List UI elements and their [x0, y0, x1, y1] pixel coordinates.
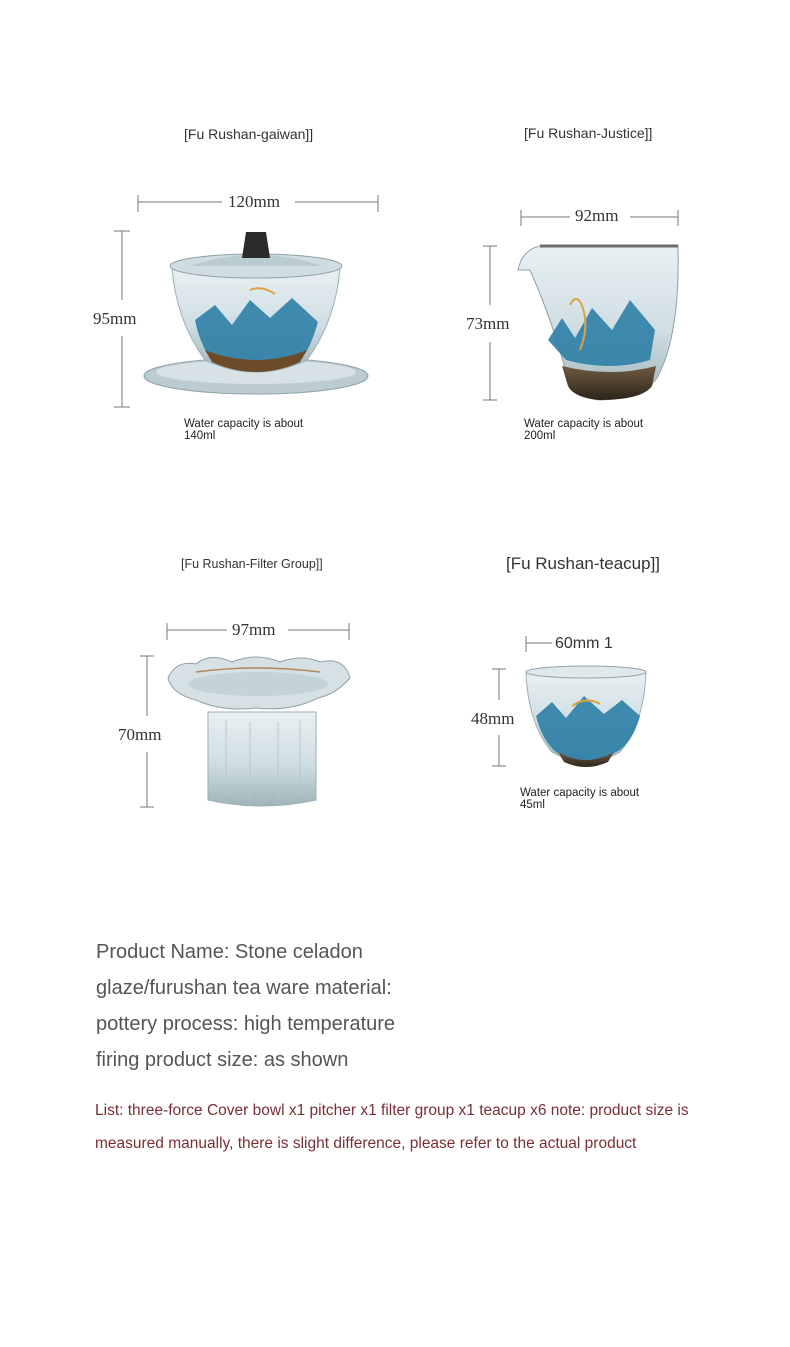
- teacup-capacity-line1: Water capacity is about: [520, 787, 640, 799]
- spec-line-4: firing product size: as shown: [96, 1049, 349, 1071]
- gaiwan-height-label: 95mm: [93, 309, 137, 328]
- spec-line-1: Product Name: Stone celadon: [96, 941, 363, 963]
- justice-height-label: 73mm: [466, 314, 510, 333]
- gaiwan-capacity: [184, 418, 344, 442]
- justice-capacity-line2: 200ml: [524, 430, 556, 442]
- justice-capacity-line1: Water capacity is about: [524, 418, 644, 430]
- justice-width-label: 92mm: [575, 206, 619, 225]
- teacup-capacity: [520, 787, 680, 811]
- gaiwan-capacity-line2: 140ml: [184, 430, 216, 442]
- justice-title: [Fu Rushan-Justice]]: [524, 125, 653, 141]
- spec-line-3: pottery process: high temperature: [96, 1013, 396, 1035]
- gaiwan-image: [144, 232, 368, 394]
- justice-capacity: [524, 418, 684, 442]
- teacup-title: [Fu Rushan-teacup]]: [506, 554, 661, 573]
- justice-image: [518, 246, 678, 400]
- gaiwan-capacity-line1: Water capacity is about: [184, 418, 304, 430]
- filter-width-label: 97mm: [232, 620, 276, 639]
- teacup-capacity-line2: 45ml: [520, 799, 545, 811]
- list-line-1: List: three-force Cover bowl x1 pitcher x1 filter group x1 teacup x6 note: product size is: [95, 1102, 689, 1119]
- filter-title: [Fu Rushan-Filter Group]]: [181, 557, 323, 571]
- list-line-2: measured manually, there is slight difference, please refer to the actual product: [95, 1135, 637, 1152]
- gaiwan-width-label: 120mm: [228, 192, 280, 211]
- gaiwan-title: [Fu Rushan-gaiwan]]: [184, 126, 314, 142]
- spec-line-2: glaze/furushan tea ware material:: [96, 977, 392, 999]
- teacup-width-label: 60mm 1: [555, 635, 613, 652]
- teacup-height-label: 48mm: [471, 709, 515, 728]
- teacup-image: [526, 666, 646, 767]
- product-spec: [96, 934, 456, 1078]
- package-list: [95, 1094, 725, 1160]
- filter-height-label: 70mm: [118, 725, 162, 744]
- filter-image: [168, 657, 350, 806]
